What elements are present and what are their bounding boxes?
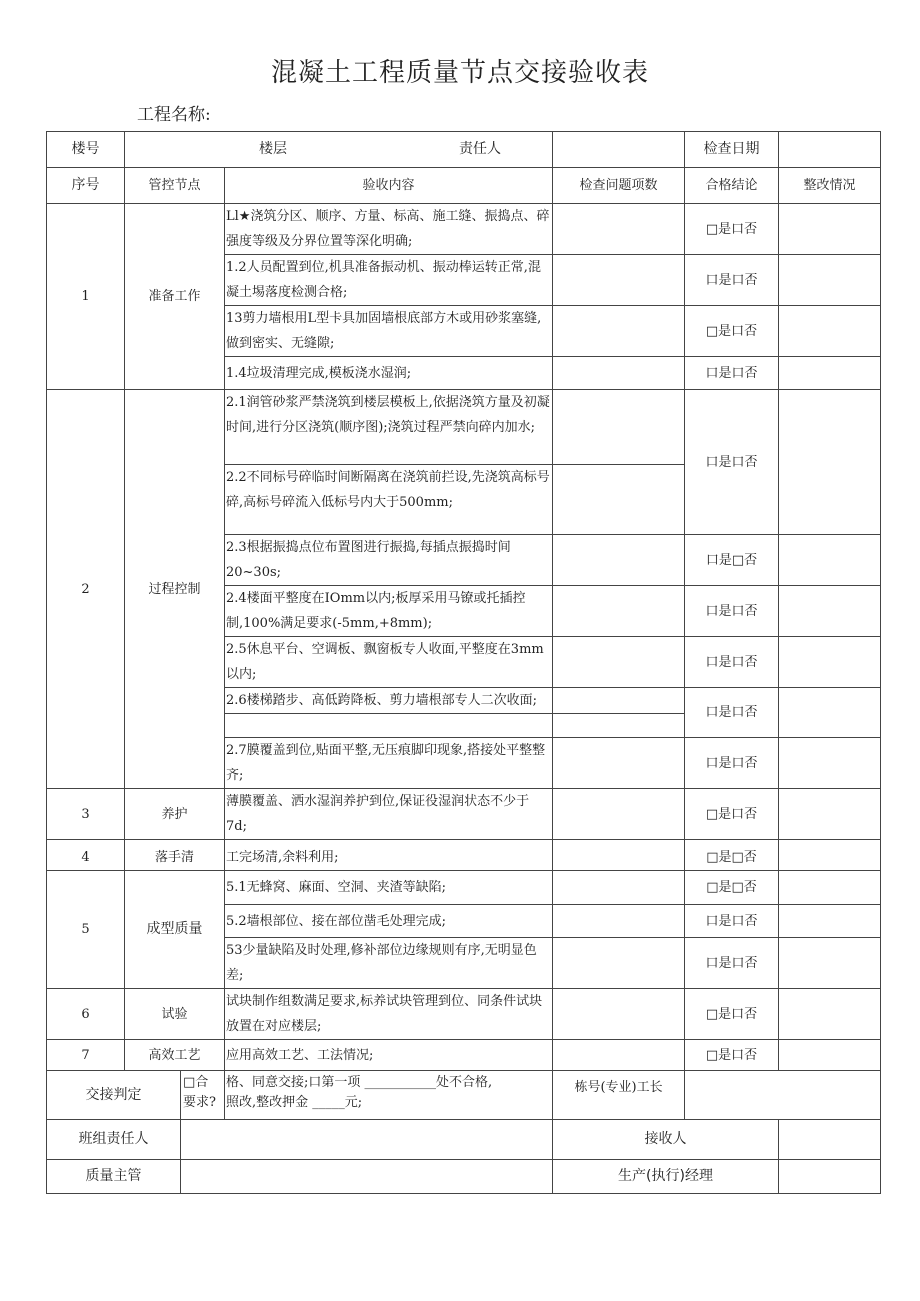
responsible-value[interactable]	[553, 132, 685, 168]
content-cell: 13剪力墙根用L型卡具加固墙根底部方木或用砂浆塞缝,做到密实、无缝隙;	[225, 306, 553, 357]
project-name-label: 工程名称:	[137, 105, 211, 125]
issues-cell[interactable]	[553, 840, 685, 871]
result-checkbox[interactable]: 口是口否	[685, 738, 779, 789]
issues-cell[interactable]	[553, 938, 685, 989]
result-checkbox[interactable]: 口是口否	[685, 938, 779, 989]
section-5-node: 成型质量	[125, 871, 225, 989]
team-leader-value[interactable]	[181, 1120, 553, 1160]
result-checkbox[interactable]: □是口否	[685, 989, 779, 1040]
section-6-node: 试验	[125, 989, 225, 1040]
issues-cell[interactable]	[553, 789, 685, 840]
foreman-value[interactable]	[685, 1071, 881, 1120]
content-cell: 2.5休息平台、空调板、飘窗板专人收面,平整度在3mm以内;	[225, 637, 553, 688]
node-header: 管控节点	[125, 168, 225, 204]
section-4-node: 落手清	[125, 840, 225, 871]
section-2-node: 过程控制	[125, 390, 225, 789]
section-5-seq: 5	[47, 871, 125, 989]
content-cell: 2.3根据振捣点位布置图进行振捣,每插点振捣时间20~30s;	[225, 535, 553, 586]
issues-cell[interactable]	[553, 390, 685, 465]
content-cell: 2.2不同标号碎临时间断隔离在浇筑前拦设,先浇筑高标号碎,高标号碎流入低标号内大于500mm;	[225, 465, 553, 535]
rectify-cell[interactable]	[779, 871, 881, 905]
check-date-header: 检查日期	[685, 132, 779, 168]
rectify-header: 整改情况	[779, 168, 881, 204]
check-date-value[interactable]	[779, 132, 881, 168]
section-2-seq: 2	[47, 390, 125, 789]
content-cell: 薄膜覆盖、洒水湿润养护到位,保证役湿润状态不少于7d;	[225, 789, 553, 840]
section-3-seq: 3	[47, 789, 125, 840]
issues-cell[interactable]	[553, 255, 685, 306]
result-checkbox[interactable]: □是□否	[685, 840, 779, 871]
content-cell: 试块制作组数满足要求,标养试块管理到位、同条件试块放置在对应楼层;	[225, 989, 553, 1040]
handover-sub-checkbox[interactable]: □合	[183, 1075, 209, 1090]
rectify-cell[interactable]	[779, 255, 881, 306]
rectify-cell[interactable]	[779, 535, 881, 586]
result-checkbox[interactable]: □是□否	[685, 871, 779, 905]
inspection-table	[46, 131, 881, 1194]
result-checkbox[interactable]: □是口否	[685, 1040, 779, 1071]
section-1-seq: 1	[47, 204, 125, 390]
issues-cell[interactable]	[553, 306, 685, 357]
result-checkbox[interactable]: 口是口否	[685, 255, 779, 306]
content-header: 验收内容	[225, 168, 553, 204]
handover-text-line2: 照改,整改押金 _____元;	[226, 1095, 363, 1110]
handover-sub	[181, 1071, 225, 1120]
issues-cell[interactable]	[553, 688, 685, 714]
section-4-seq: 4	[47, 840, 125, 871]
issues-cell[interactable]	[553, 738, 685, 789]
section-6-seq: 6	[47, 989, 125, 1040]
content-cell: 53少量缺陷及时处理,修补部位边缘规则有序,无明显色差;	[225, 938, 553, 989]
issues-cell[interactable]	[553, 1040, 685, 1071]
result-checkbox[interactable]: □是口否	[685, 306, 779, 357]
handover-sub-text: 要求?	[183, 1095, 216, 1110]
result-checkbox[interactable]: □是口否	[685, 789, 779, 840]
handover-text	[225, 1071, 553, 1120]
issues-cell[interactable]	[553, 204, 685, 255]
issues-header: 检查问题项数	[553, 168, 685, 204]
section-1-node: 准备工作	[125, 204, 225, 390]
section-3-node: 养护	[125, 789, 225, 840]
content-cell: 2.4楼面平整度在IOmm以内;板厚采用马镣或托插控制,100%满足要求(-5mm,+8mm);	[225, 586, 553, 637]
issues-cell[interactable]	[553, 714, 685, 738]
content-cell: 工完场清,余料利用;	[225, 840, 553, 871]
issues-cell[interactable]	[553, 637, 685, 688]
issues-cell[interactable]	[553, 586, 685, 637]
rectify-cell[interactable]	[779, 688, 881, 738]
rectify-cell[interactable]	[779, 840, 881, 871]
rectify-cell[interactable]	[779, 357, 881, 390]
rectify-cell[interactable]	[779, 938, 881, 989]
section-7-node: 高效工艺	[125, 1040, 225, 1071]
issues-cell[interactable]	[553, 989, 685, 1040]
section-7-seq: 7	[47, 1040, 125, 1071]
content-cell: Ll★浇筑分区、顺序、方量、标高、施工缝、振捣点、碎强度等级及分界位置等深化明确;	[225, 204, 553, 255]
responsible-header: 责任人	[459, 141, 501, 157]
issues-cell[interactable]	[553, 535, 685, 586]
content-cell: 5.2墙根部位、接在部位凿毛处理完成;	[225, 905, 553, 938]
rectify-cell[interactable]	[779, 789, 881, 840]
issues-cell[interactable]	[553, 465, 685, 535]
result-checkbox[interactable]: 口是口否	[685, 357, 779, 390]
issues-cell[interactable]	[553, 357, 685, 390]
content-cell: 应用高效工艺、工法情况;	[225, 1040, 553, 1071]
handover-text-line1: 格、同意交接;口第一项 ___________处不合格,	[226, 1075, 493, 1090]
content-cell-blank	[225, 714, 553, 738]
foreman-label: 栋号(专业)工长	[553, 1071, 685, 1120]
result-checkbox[interactable]: 口是口否	[685, 586, 779, 637]
rectify-cell[interactable]	[779, 390, 881, 535]
receiver-value[interactable]	[779, 1120, 881, 1160]
handover-label: 交接判定	[47, 1071, 181, 1120]
quality-manager-label: 质量主管	[47, 1160, 181, 1194]
rectify-cell[interactable]	[779, 1040, 881, 1071]
rectify-cell[interactable]	[779, 586, 881, 637]
rectify-cell[interactable]	[779, 306, 881, 357]
production-manager-label: 生产(执行)经理	[553, 1160, 779, 1194]
rectify-cell[interactable]	[779, 738, 881, 789]
result-checkbox[interactable]: 口是口否	[685, 688, 779, 738]
floor-header: 楼层	[259, 141, 287, 157]
building-header: 楼号	[47, 132, 125, 168]
rectify-cell[interactable]	[779, 989, 881, 1040]
result-checkbox[interactable]: □是口否	[685, 204, 779, 255]
floor-responsible-header	[125, 132, 553, 168]
receiver-label: 接收人	[553, 1120, 779, 1160]
result-checkbox[interactable]: 口是口否	[685, 390, 779, 535]
result-checkbox[interactable]: 口是口否	[685, 637, 779, 688]
result-header: 合格结论	[685, 168, 779, 204]
rectify-cell[interactable]	[779, 905, 881, 938]
content-cell: 2.1润管砂浆严禁浇筑到楼层模板上,依据浇筑方量及初凝时间,进行分区浇筑(顺序图);浇筑过程严禁向碎内加水;	[225, 390, 553, 465]
page-title: 混凝土工程质量节点交接验收表	[270, 58, 649, 88]
seq-header: 序号	[47, 168, 125, 204]
content-cell: 1.2人员配置到位,机具准备振动机、振动棒运转正常,混凝土埸落度检测合格;	[225, 255, 553, 306]
issues-cell[interactable]	[553, 871, 685, 905]
quality-manager-value[interactable]	[181, 1160, 553, 1194]
result-checkbox[interactable]: 口是口否	[685, 905, 779, 938]
rectify-cell[interactable]	[779, 204, 881, 255]
production-manager-value[interactable]	[779, 1160, 881, 1194]
team-leader-label: 班组责任人	[47, 1120, 181, 1160]
rectify-cell[interactable]	[779, 637, 881, 688]
result-checkbox[interactable]: 口是□否	[685, 535, 779, 586]
content-cell: 2.6楼梯踏步、高低跨降板、剪力墙根部专人二次收面;	[225, 688, 553, 714]
content-cell: 2.7膜覆盖到位,贴面平整,无压痕脚印现象,搭接处平整整齐;	[225, 738, 553, 789]
issues-cell[interactable]	[553, 905, 685, 938]
content-cell: 5.1无蜂窝、麻面、空洞、夹渣等缺陷;	[225, 871, 553, 905]
content-cell: 1.4垃圾清理完成,模板浇水湿润;	[225, 357, 553, 390]
